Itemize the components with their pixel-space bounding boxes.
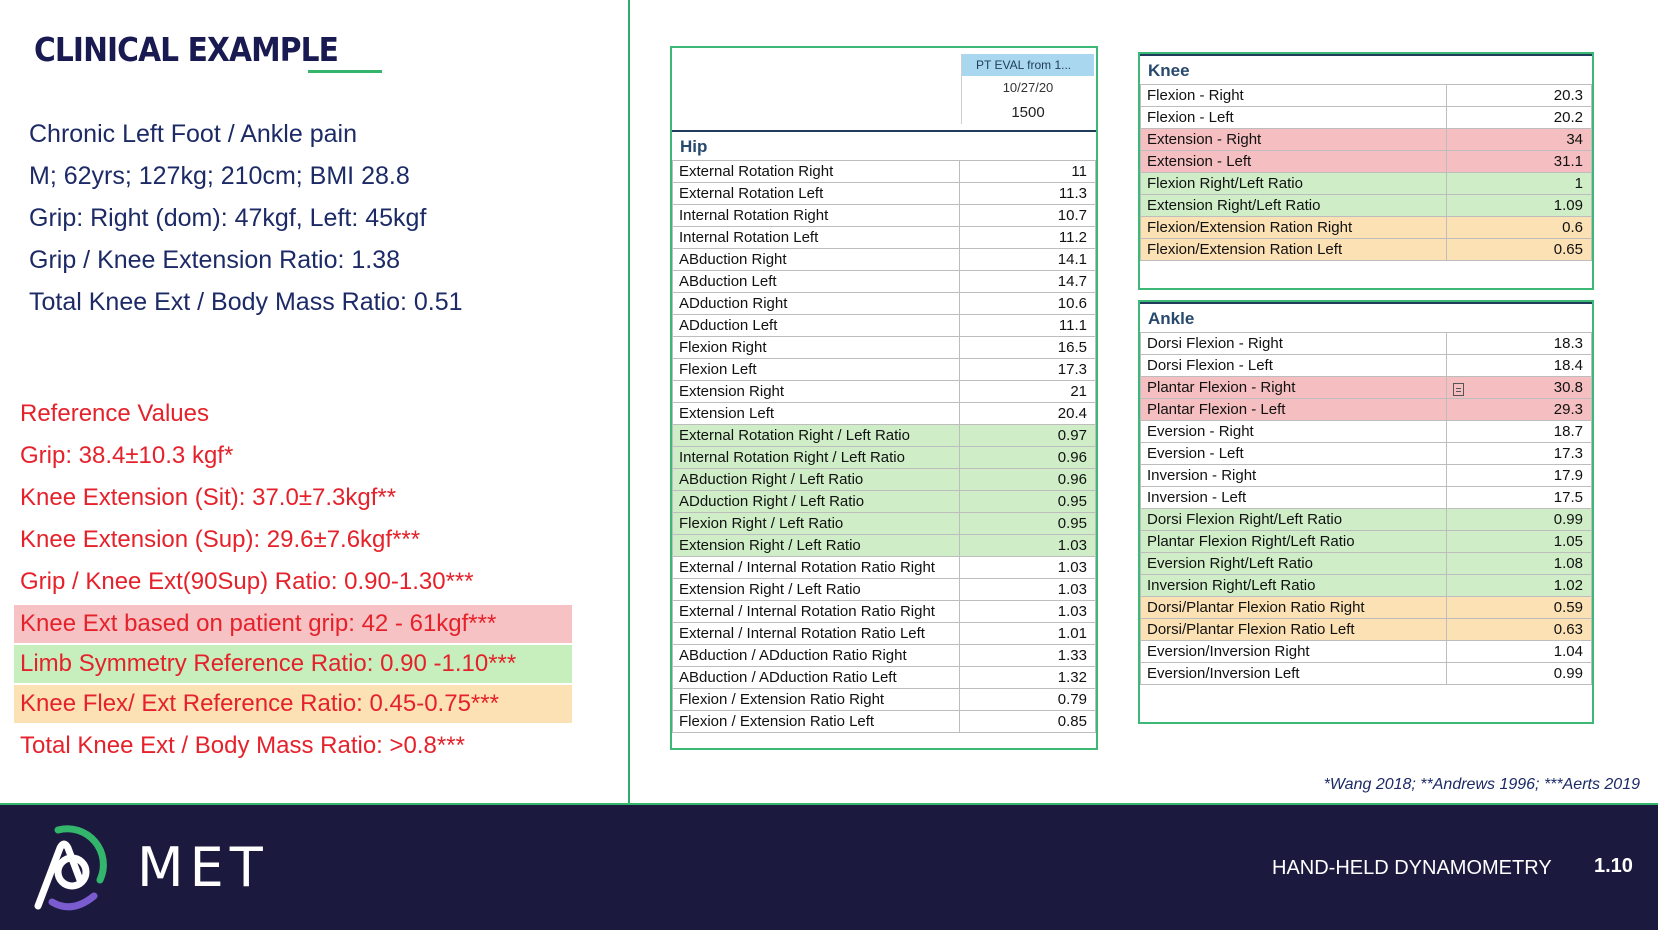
- row-value: [1447, 597, 1592, 619]
- row-value-text: 18.4: [1553, 357, 1583, 374]
- row-label: External Rotation Right: [673, 161, 960, 183]
- reference-highlight-red: Knee Ext based on patient grip: 42 - 61kgf***: [14, 605, 572, 643]
- row-value-text: 1.04: [1553, 643, 1583, 660]
- row-value-text: 18.7: [1553, 423, 1583, 440]
- reference-values: [14, 393, 574, 767]
- eval-column-tag[interactable]: PT EVAL from 1...: [962, 54, 1094, 76]
- row-value: [959, 403, 1095, 425]
- row-label: Dorsi Flexion Right/Left Ratio: [1141, 509, 1447, 531]
- row-value: [959, 469, 1095, 491]
- knee-table-row: [1141, 85, 1592, 107]
- knee-table-row: [1141, 173, 1592, 195]
- row-label: Eversion/Inversion Right: [1141, 641, 1447, 663]
- row-value-text: 17.3: [1057, 361, 1087, 378]
- row-value-text: 1.05: [1553, 533, 1583, 550]
- hip-section-title: Hip: [672, 130, 1096, 160]
- eval-time: 1500: [1011, 104, 1045, 121]
- row-value: [1447, 487, 1592, 509]
- reference-line: Total Knee Ext / Body Mass Ratio: >0.8***: [20, 732, 465, 759]
- row-label: Extension - Left: [1141, 151, 1447, 173]
- hip-table-row: [673, 249, 1096, 271]
- row-label: External / Internal Rotation Ratio Right: [673, 601, 960, 623]
- row-value-text: 1.32: [1057, 669, 1087, 686]
- row-value: [959, 359, 1095, 381]
- row-value-text: 14.1: [1057, 251, 1087, 268]
- row-value-text: 11.3: [1058, 185, 1087, 202]
- row-value-text: 30.8: [1553, 379, 1583, 396]
- hip-table-row: [673, 205, 1096, 227]
- row-label: Extension Right / Left Ratio: [673, 579, 960, 601]
- row-value-text: 14.7: [1057, 273, 1087, 290]
- reference-line: Knee Extension (Sit): 37.0±7.3kgf**: [20, 484, 397, 511]
- hip-table-row: [673, 315, 1096, 337]
- row-value-text: 1.03: [1057, 559, 1087, 576]
- reference-line: Knee Extension (Sup): 29.6±7.6kgf***: [20, 526, 421, 553]
- knee-table-row: [1141, 107, 1592, 129]
- row-value-text: 0.97: [1057, 427, 1087, 444]
- eval-date: 10/27/20: [1002, 80, 1054, 95]
- row-value: [959, 513, 1095, 535]
- row-label: Flexion Right: [673, 337, 960, 359]
- row-value: [959, 491, 1095, 513]
- row-label: Inversion - Right: [1141, 465, 1447, 487]
- row-label: External / Internal Rotation Ratio Right: [673, 557, 960, 579]
- row-label: Dorsi Flexion - Left: [1141, 355, 1447, 377]
- row-value-text: 0.63: [1553, 621, 1583, 638]
- hip-table-row: [673, 447, 1096, 469]
- ankle-table: [1140, 332, 1592, 685]
- row-label: ABduction / ADduction Ratio Right: [673, 645, 960, 667]
- row-value: [1447, 443, 1592, 465]
- ankle-section-title: Ankle: [1140, 302, 1592, 332]
- patient-line: Chronic Left Foot / Ankle pain: [29, 120, 357, 148]
- row-value: [959, 205, 1095, 227]
- knee-table-row: [1141, 239, 1592, 261]
- row-label: Internal Rotation Right / Left Ratio: [673, 447, 960, 469]
- row-value: [959, 381, 1095, 403]
- ankle-table-row: [1141, 333, 1592, 355]
- row-label: ABduction Right: [673, 249, 960, 271]
- row-value: [1447, 399, 1592, 421]
- row-value: [959, 183, 1095, 205]
- row-value: [959, 645, 1095, 667]
- met-logo-icon: [28, 822, 112, 914]
- row-label: Flexion - Left: [1141, 107, 1447, 129]
- row-value-text: 10.7: [1057, 207, 1087, 224]
- row-value-text: 1.08: [1553, 555, 1583, 572]
- row-value: [959, 271, 1095, 293]
- row-label: Dorsi/Plantar Flexion Ratio Left: [1141, 619, 1447, 641]
- ankle-table-row: [1141, 377, 1592, 399]
- row-value: [959, 711, 1095, 733]
- row-label: Plantar Flexion Right/Left Ratio: [1141, 531, 1447, 553]
- row-label: Eversion - Right: [1141, 421, 1447, 443]
- page-title: CLINICAL EXAMPLE: [34, 30, 339, 69]
- row-label: Extension Right / Left Ratio: [673, 535, 960, 557]
- row-label: Flexion - Right: [1141, 85, 1447, 107]
- hip-table-row: [673, 271, 1096, 293]
- row-value-text: 11.1: [1058, 317, 1087, 334]
- row-value: [959, 337, 1095, 359]
- row-value-text: 10.6: [1057, 295, 1087, 312]
- row-label: Flexion Right/Left Ratio: [1141, 173, 1447, 195]
- row-label: Flexion / Extension Ratio Right: [673, 689, 960, 711]
- reference-line: Grip / Knee Ext(90Sup) Ratio: 0.90-1.30***: [20, 568, 474, 595]
- row-label: Flexion/Extension Ration Left: [1141, 239, 1447, 261]
- row-value-text: 21: [1070, 383, 1087, 400]
- hip-table-row: [673, 557, 1096, 579]
- ankle-table-row: [1141, 641, 1592, 663]
- hip-table-row: [673, 623, 1096, 645]
- row-value: [1447, 333, 1592, 355]
- ankle-table-row: [1141, 421, 1592, 443]
- patient-line: Grip: Right (dom): 47kgf, Left: 45kgf: [29, 204, 427, 232]
- hip-table-header: [672, 48, 1096, 130]
- hip-table-row: [673, 491, 1096, 513]
- row-value: [1447, 173, 1592, 195]
- row-label: External Rotation Left: [673, 183, 960, 205]
- hip-table-row: [673, 227, 1096, 249]
- row-label: Plantar Flexion - Right: [1141, 377, 1447, 399]
- hip-table-row: [673, 711, 1096, 733]
- row-value: [959, 579, 1095, 601]
- hip-table-row: [673, 337, 1096, 359]
- ankle-table-row: [1141, 663, 1592, 685]
- row-value-text: 17.5: [1553, 489, 1583, 506]
- citation: *Wang 2018; **Andrews 1996; ***Aerts 2019: [1323, 776, 1640, 793]
- patient-line: Total Knee Ext / Body Mass Ratio: 0.51: [29, 288, 463, 316]
- row-label: External Rotation Right / Left Ratio: [673, 425, 960, 447]
- patient-line: Grip / Knee Extension Ratio: 1.38: [29, 246, 401, 274]
- hip-table: [672, 160, 1096, 733]
- row-value: [1447, 553, 1592, 575]
- row-label: ABduction Right / Left Ratio: [673, 469, 960, 491]
- row-value-text: 16.5: [1057, 339, 1087, 356]
- patient-summary: [29, 113, 463, 323]
- row-value-text: 1.03: [1057, 537, 1087, 554]
- hip-table-row: [673, 513, 1096, 535]
- row-value: [1447, 85, 1592, 107]
- row-label: Extension Right: [673, 381, 960, 403]
- row-value-text: 20.3: [1553, 87, 1583, 104]
- row-value-text: 31.1: [1553, 153, 1583, 170]
- row-value-text: 0.96: [1057, 471, 1087, 488]
- row-value-text: 0.59: [1553, 599, 1583, 616]
- row-value: [959, 249, 1095, 271]
- row-value-text: 1.03: [1057, 603, 1087, 620]
- row-value: [1447, 531, 1592, 553]
- row-value-text: 1.33: [1057, 647, 1087, 664]
- hip-table-row: [673, 403, 1096, 425]
- row-value-text: 1.09: [1553, 197, 1583, 214]
- row-label: ABduction / ADduction Ratio Left: [673, 667, 960, 689]
- row-value-text: 0.96: [1057, 449, 1087, 466]
- ankle-table-row: [1141, 575, 1592, 597]
- row-value: [959, 667, 1095, 689]
- row-value-text: 17.9: [1553, 467, 1583, 484]
- row-value: [1447, 355, 1592, 377]
- ankle-table-row: [1141, 443, 1592, 465]
- row-value-text: 0.85: [1057, 713, 1087, 730]
- row-value-text: 0.99: [1553, 511, 1583, 528]
- row-label: ABduction Left: [673, 271, 960, 293]
- row-value: [1447, 151, 1592, 173]
- row-label: Dorsi/Plantar Flexion Ratio Right: [1141, 597, 1447, 619]
- row-value: [1447, 641, 1592, 663]
- hip-table-row: [673, 293, 1096, 315]
- row-value: [1447, 129, 1592, 151]
- row-label: Internal Rotation Left: [673, 227, 960, 249]
- row-value: [1447, 195, 1592, 217]
- hip-table-row: [673, 667, 1096, 689]
- row-value: [959, 557, 1095, 579]
- row-value: [959, 161, 1095, 183]
- note-icon[interactable]: [1453, 383, 1464, 396]
- row-label: Flexion Left: [673, 359, 960, 381]
- row-value-text: 17.3: [1553, 445, 1583, 462]
- knee-table-row: [1141, 151, 1592, 173]
- ankle-table-row: [1141, 619, 1592, 641]
- row-label: Eversion/Inversion Left: [1141, 663, 1447, 685]
- row-value-text: 1: [1574, 175, 1583, 192]
- knee-table-row: [1141, 195, 1592, 217]
- row-value: [1447, 377, 1592, 399]
- row-label: Extension Right/Left Ratio: [1141, 195, 1447, 217]
- row-value-text: 0.99: [1553, 665, 1583, 682]
- reference-highlight-orange: Knee Flex/ Ext Reference Ratio: 0.45-0.75***: [14, 685, 572, 723]
- knee-table-panel: [1138, 52, 1594, 290]
- reference-highlight-green: Limb Symmetry Reference Ratio: 0.90 -1.10***: [14, 645, 572, 683]
- row-label: External / Internal Rotation Ratio Left: [673, 623, 960, 645]
- row-value-text: 0.65: [1553, 241, 1583, 258]
- row-value: [959, 425, 1095, 447]
- row-value: [959, 227, 1095, 249]
- row-value: [1447, 663, 1592, 685]
- row-value: [959, 689, 1095, 711]
- patient-line: M; 62yrs; 127kg; 210cm; BMI 28.8: [29, 162, 410, 190]
- knee-table-row: [1141, 129, 1592, 151]
- row-value: [959, 315, 1095, 337]
- row-value-text: 20.2: [1553, 109, 1583, 126]
- row-value-text: 34: [1566, 131, 1583, 148]
- row-label: Inversion - Left: [1141, 487, 1447, 509]
- ankle-table-row: [1141, 553, 1592, 575]
- row-value: [1447, 217, 1592, 239]
- row-value: [959, 601, 1095, 623]
- hip-table-row: [673, 645, 1096, 667]
- row-label: Eversion Right/Left Ratio: [1141, 553, 1447, 575]
- title-underline: [308, 70, 382, 73]
- row-value: [959, 623, 1095, 645]
- hip-table-row: [673, 579, 1096, 601]
- row-value-text: 1.02: [1553, 577, 1583, 594]
- row-value: [959, 535, 1095, 557]
- hip-table-row: [673, 381, 1096, 403]
- row-value: [1447, 509, 1592, 531]
- row-value-text: 18.3: [1553, 335, 1583, 352]
- row-label: Extension Left: [673, 403, 960, 425]
- row-label: Flexion / Extension Ratio Left: [673, 711, 960, 733]
- row-value-text: 1.03: [1057, 581, 1087, 598]
- page-number: 1.10: [1594, 855, 1633, 877]
- hip-table-row: [673, 425, 1096, 447]
- row-value: [1447, 107, 1592, 129]
- row-value: [1447, 465, 1592, 487]
- row-label: Eversion - Left: [1141, 443, 1447, 465]
- knee-table-row: [1141, 217, 1592, 239]
- met-logo-text: MET: [137, 836, 269, 899]
- column-divider: [628, 0, 630, 803]
- hip-table-row: [673, 183, 1096, 205]
- footer-accent-line: [0, 803, 1658, 805]
- row-value-text: 20.4: [1057, 405, 1087, 422]
- reference-heading: Reference Values: [20, 400, 209, 427]
- ankle-table-row: [1141, 487, 1592, 509]
- row-label: ADduction Right / Left Ratio: [673, 491, 960, 513]
- ankle-table-row: [1141, 355, 1592, 377]
- row-label: Plantar Flexion - Left: [1141, 399, 1447, 421]
- row-value: [959, 447, 1095, 469]
- hip-table-row: [673, 161, 1096, 183]
- reference-line: Grip: 38.4±10.3 kgf*: [20, 442, 234, 469]
- ankle-table-row: [1141, 465, 1592, 487]
- ankle-table-row: [1141, 531, 1592, 553]
- row-value-text: 11.2: [1058, 229, 1087, 246]
- row-value: [959, 293, 1095, 315]
- row-label: ADduction Right: [673, 293, 960, 315]
- hip-table-row: [673, 601, 1096, 623]
- row-value: [1447, 239, 1592, 261]
- row-value-text: 1.01: [1057, 625, 1087, 642]
- ankle-table-row: [1141, 399, 1592, 421]
- row-label: Dorsi Flexion - Right: [1141, 333, 1447, 355]
- row-label: Internal Rotation Right: [673, 205, 960, 227]
- hip-table-row: [673, 359, 1096, 381]
- knee-table: [1140, 84, 1592, 261]
- row-value-text: 29.3: [1553, 401, 1583, 418]
- row-label: ADduction Left: [673, 315, 960, 337]
- hip-table-row: [673, 535, 1096, 557]
- row-label: Extension - Right: [1141, 129, 1447, 151]
- ankle-table-row: [1141, 509, 1592, 531]
- row-label: Flexion Right / Left Ratio: [673, 513, 960, 535]
- hip-table-row: [673, 689, 1096, 711]
- row-label: Inversion Right/Left Ratio: [1141, 575, 1447, 597]
- row-value: [1447, 619, 1592, 641]
- row-value-text: 0.6: [1562, 219, 1583, 236]
- ankle-table-row: [1141, 597, 1592, 619]
- row-value-text: 0.79: [1057, 691, 1087, 708]
- row-value-text: 0.95: [1057, 515, 1087, 532]
- row-label: Flexion/Extension Ration Right: [1141, 217, 1447, 239]
- row-value-text: 11: [1071, 163, 1087, 180]
- row-value-text: 0.95: [1057, 493, 1087, 510]
- knee-section-title: Knee: [1140, 54, 1592, 84]
- row-value: [1447, 421, 1592, 443]
- hip-table-row: [673, 469, 1096, 491]
- footer-title: HAND-HELD DYNAMOMETRY: [1272, 857, 1552, 879]
- ankle-table-panel: [1138, 300, 1594, 724]
- hip-table-panel: [670, 46, 1098, 750]
- row-value: [1447, 575, 1592, 597]
